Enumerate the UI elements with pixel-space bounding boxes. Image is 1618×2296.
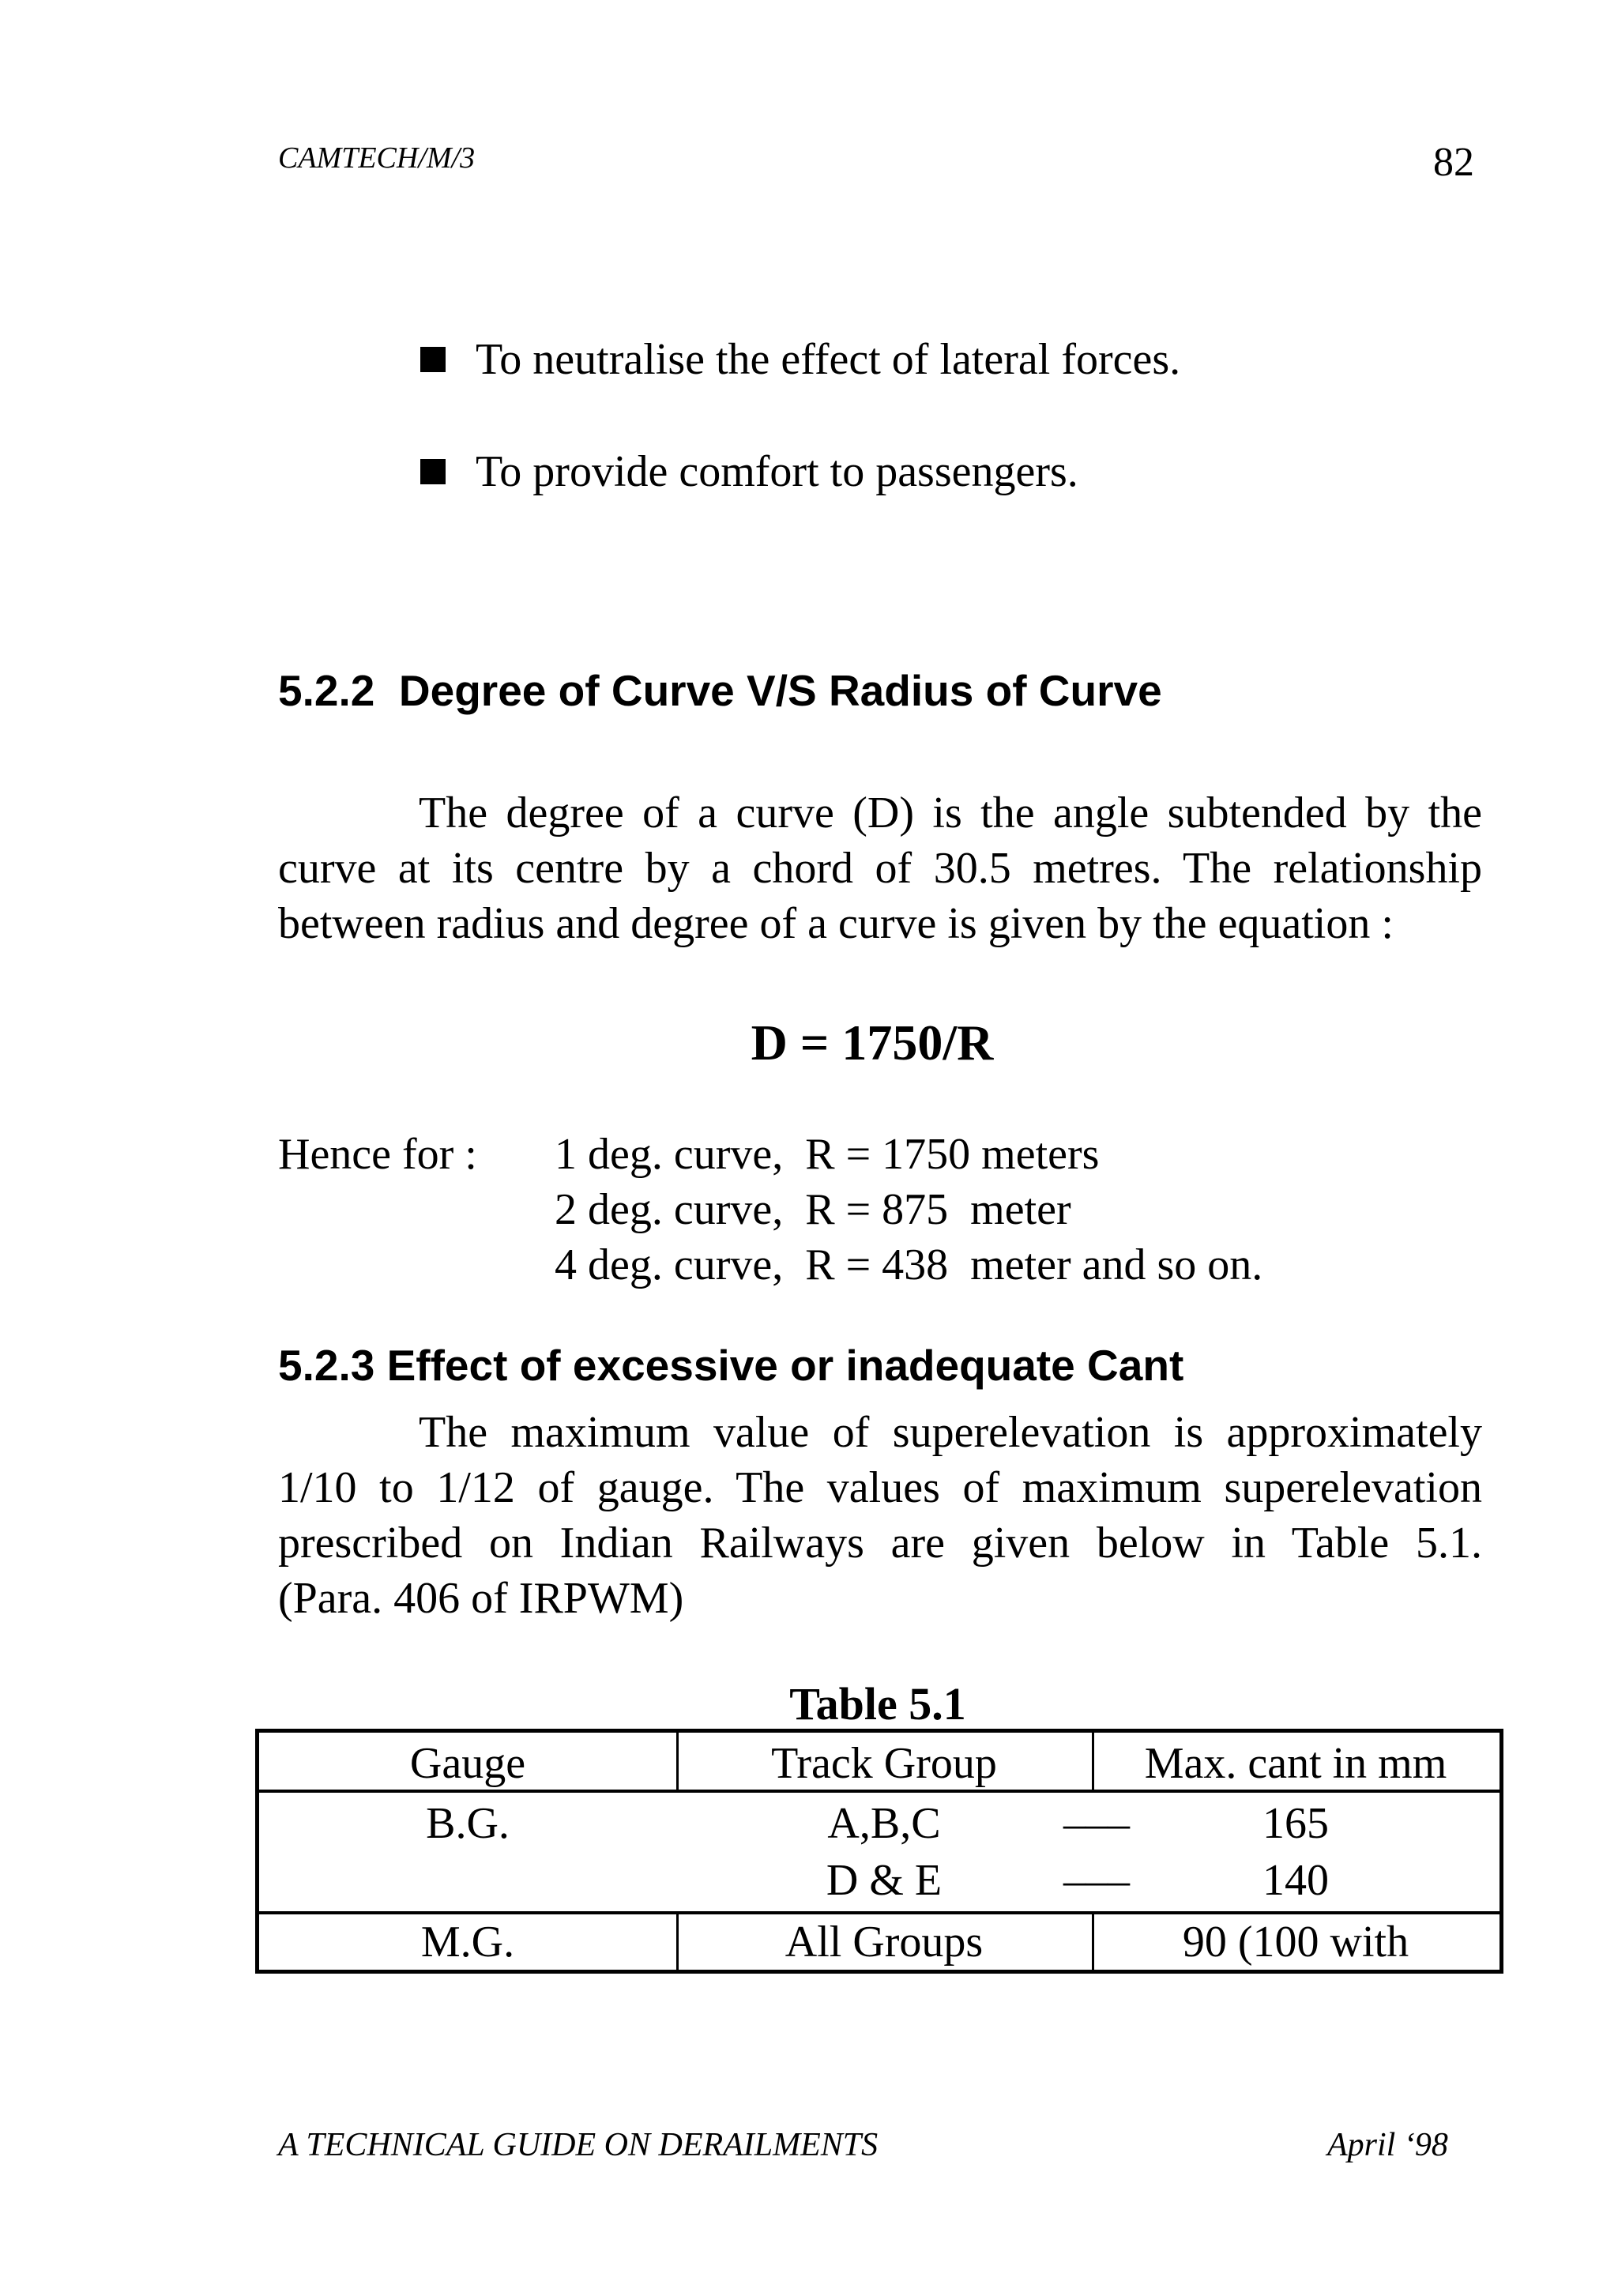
section-heading-522: 5.2.2 Degree of Curve V/S Radius of Curve [278, 666, 1162, 715]
table-header-track-group: Track Group [771, 1739, 997, 1788]
square-bullet-icon [420, 347, 446, 372]
paragraph-line: 1/10 to 1/12 of gauge. The values of maximum superelevation [278, 1463, 1482, 1512]
bullet-item [420, 333, 1180, 386]
table-header-max-cant: Max. cant in mm [1144, 1739, 1447, 1788]
hence-label: Hence for : [278, 1130, 477, 1179]
section-522-paragraph [278, 785, 1482, 951]
bullet-item [420, 446, 1078, 498]
paragraph-line: prescribed on Indian Railways are given below in Table 5.1. [278, 1519, 1482, 1568]
bullet-text: To provide comfort to passengers. [476, 447, 1078, 496]
table-header-divider [259, 1790, 1499, 1793]
paragraph-line: between radius and degree of a curve is given by the equation : [278, 899, 1394, 948]
document-code: CAMTECH/M/3 [278, 141, 476, 175]
table-cell-dash: ––– [1063, 1856, 1130, 1905]
table-cell-cant: 165 [1262, 1799, 1329, 1848]
cant-table [255, 1729, 1503, 1974]
table-row-divider [259, 1911, 1499, 1914]
paragraph-line: curve at its centre by a chord of 30.5 metres. The relationship [278, 844, 1482, 893]
table-cell-group: D & E [826, 1856, 943, 1905]
section-heading-523: 5.2.3 Effect of excessive or inadequate Cant [278, 1341, 1184, 1390]
paragraph-line: (Para. 406 of IRPWM) [278, 1574, 684, 1623]
section-523-paragraph [278, 1405, 1482, 1626]
hence-list [555, 1127, 1262, 1293]
square-bullet-icon [420, 459, 446, 484]
table-cell-cant: 90 (100 with [1182, 1918, 1409, 1967]
page-number: 82 [1433, 140, 1474, 185]
table-header-gauge: Gauge [409, 1739, 526, 1788]
hence-line: 2 deg. curve, R = 875 meter [555, 1185, 1071, 1234]
table-cell-group: A,B,C [827, 1799, 941, 1848]
paragraph-line: The maximum value of superelevation is approximately [419, 1408, 1482, 1457]
footer-date: April ‘98 [1327, 2127, 1448, 2163]
table-cell-cant: 140 [1262, 1856, 1329, 1905]
table-cell-group: All Groups [785, 1918, 984, 1967]
paragraph-line: The degree of a curve (D) is the angle subtended by the [419, 789, 1482, 837]
hence-line: 4 deg. curve, R = 438 meter and so on. [555, 1240, 1263, 1289]
table-cell-dash: ––– [1063, 1799, 1130, 1848]
table-caption: Table 5.1 [789, 1678, 966, 1730]
bullet-text: To neutralise the effect of lateral forces. [476, 335, 1181, 384]
table-cell-gauge: B.G. [426, 1799, 510, 1848]
equation: D = 1750/R [751, 1014, 994, 1071]
hence-line: 1 deg. curve, R = 1750 meters [555, 1130, 1100, 1179]
table-cell-gauge: M.G. [420, 1918, 515, 1967]
footer-title: A TECHNICAL GUIDE ON DERAILMENTS [278, 2127, 879, 2163]
